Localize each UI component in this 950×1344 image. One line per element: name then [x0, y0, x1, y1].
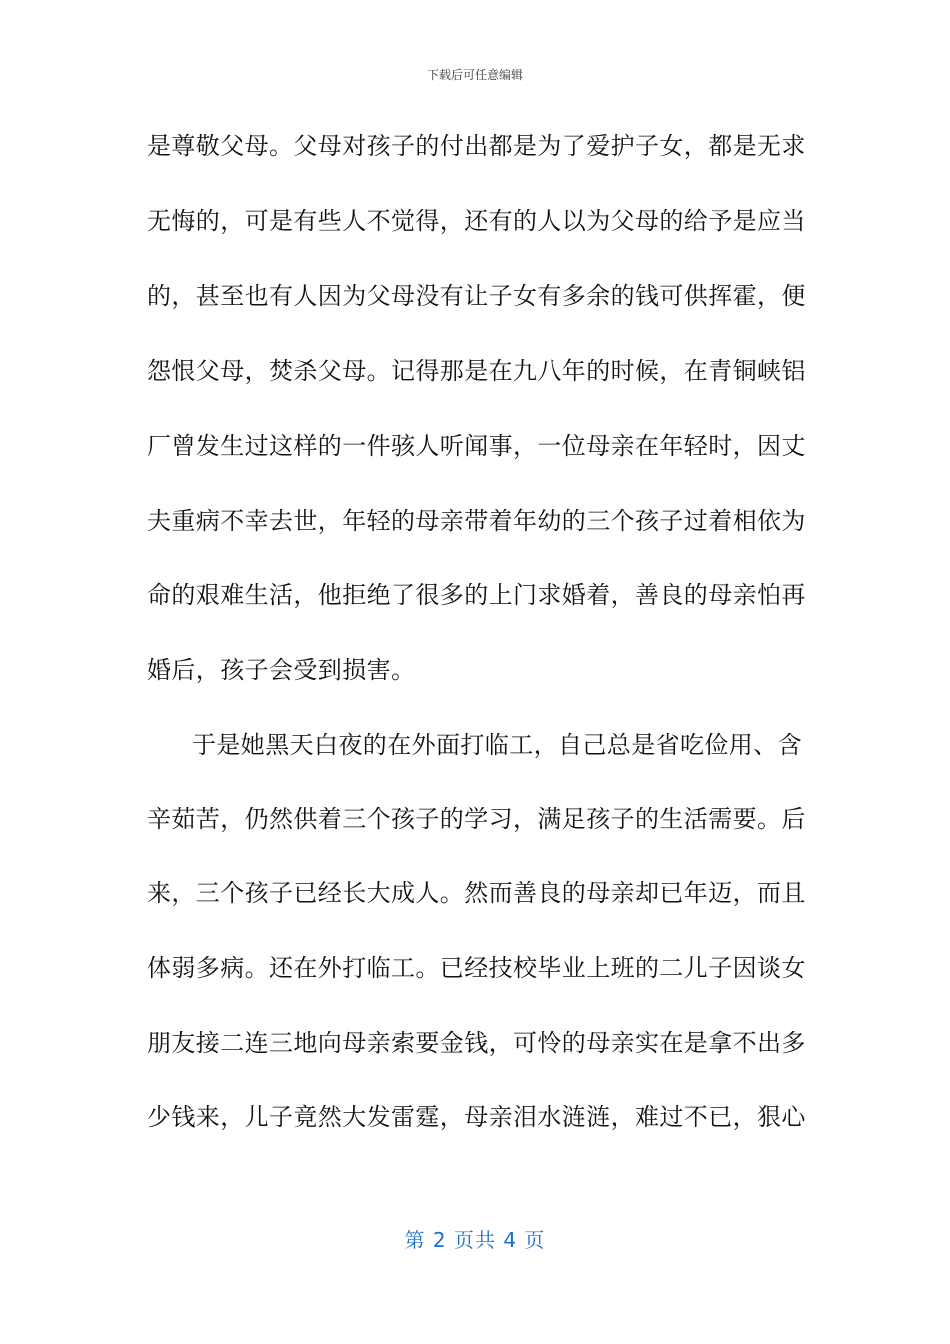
text-line: 婚后，孩子会受到损害。 — [147, 656, 416, 684]
text-line: 辛茹苦，仍然供着三个孩子的学习，满足孩子的生活需要。后 — [147, 805, 806, 833]
text-line: 厂曾发生过这样的一件骇人听闻事，一位母亲在年轻时，因丈 — [147, 432, 806, 460]
text-line: 少钱来，儿子竟然大发雷霆，母亲泪水涟涟，难过不已，狠心 — [147, 1103, 806, 1131]
text-line: 朋友接二连三地向母亲索要金钱，可怜的母亲实在是拿不出多 — [147, 1029, 806, 1057]
text-line: 命的艰难生活，他拒绝了很多的上门求婚着，善良的母亲怕再 — [147, 581, 806, 609]
page-number-footer: 第 2 页共 4 页 — [404, 1228, 546, 1252]
text-line: 来，三个孩子已经长大成人。然而善良的母亲却已年迈，而且 — [147, 879, 806, 907]
text-line: 夫重病不幸去世，年轻的母亲带着年幼的三个孩子过着相依为 — [147, 507, 806, 535]
text-line: 的，甚至也有人因为父母没有让子女有多余的钱可供挥霍，便 — [147, 282, 806, 310]
text-line: 是尊敬父母。父母对孩子的付出都是为了爱护子女，都是无求 — [147, 132, 806, 160]
text-line: 怨恨父母，焚杀父母。记得那是在九八年的时候，在青铜峡铝 — [147, 357, 806, 385]
text-line: 体弱多病。还在外打临工。已经技校毕业上班的二儿子因谈女 — [147, 954, 806, 982]
text-line-indented: 于是她黑天白夜的在外面打临工，自己总是省吃俭用、含 — [192, 731, 802, 759]
text-line: 无悔的，可是有些人不觉得，还有的人以为父母的给予是应当 — [147, 207, 806, 235]
page-header: 下载后可任意编辑 — [426, 68, 523, 82]
